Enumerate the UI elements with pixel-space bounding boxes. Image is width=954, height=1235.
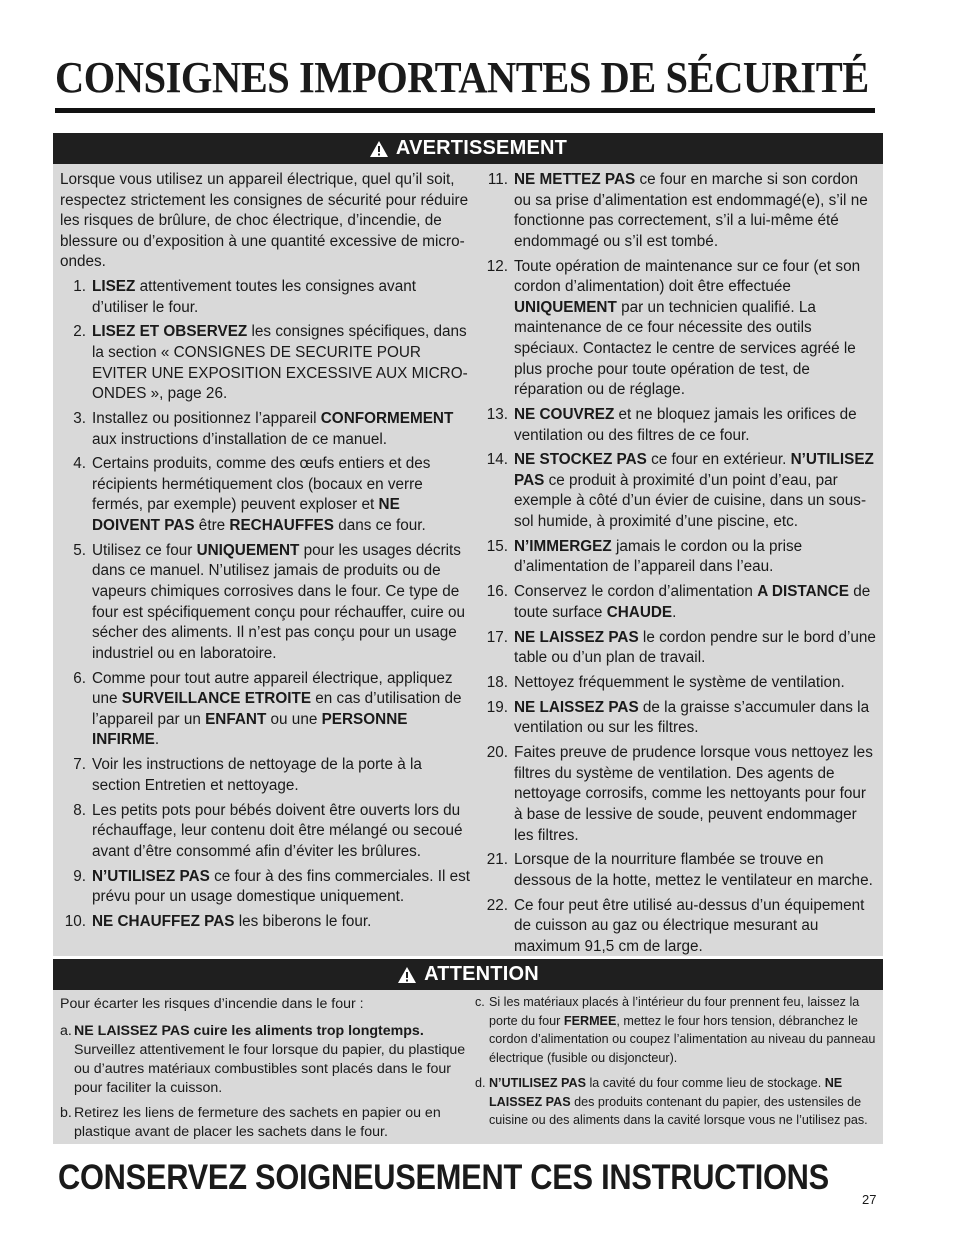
item-number: 3. (73, 409, 86, 427)
bold-text: NE CHAUFFEZ PAS (92, 912, 235, 930)
bold-text: N’UTILISEZ PAS (92, 867, 210, 885)
item-text (514, 450, 876, 532)
text-run: Toute opération de maintenance sur ce four (et son cordon d’alimentation) doit être effectuée (514, 257, 861, 296)
bold-text: CHAUDE (606, 603, 673, 621)
item-text (92, 755, 470, 796)
caution-heading: ATTENTION (424, 963, 539, 985)
bold-text: LISEZ (92, 277, 136, 295)
bold-text: FERMEE (563, 1013, 617, 1028)
text-run: attentivement toutes les consignes avant d’utiliser le four. (92, 277, 416, 316)
warning-item (60, 277, 470, 318)
bold-text: NE LAISSEZ PAS cuire les aliments trop longtemps. (74, 1023, 424, 1039)
bold-text: UNIQUEMENT (514, 298, 617, 316)
item-text (514, 673, 876, 694)
item-number: 16. (486, 583, 508, 601)
caution-column-left (60, 990, 469, 1148)
text-run: jamais le cordon ou la prise d’alimentation de l’appareil dans l’eau. (514, 537, 803, 576)
item-text (514, 170, 876, 252)
text-run: aux instructions d’installation de ce manuel. (92, 430, 388, 448)
title-rule (55, 108, 875, 113)
warning-item (482, 582, 876, 623)
bold-text: NE METTEZ PAS (514, 171, 636, 188)
footer-title: CONSERVEZ SOIGNEUSEMENT CES INSTRUCTIONS (58, 1158, 829, 1197)
text-run: les biberons le four. (234, 912, 372, 930)
item-text (92, 867, 470, 908)
warning-list-right (482, 170, 876, 957)
text-run: les consignes spécifiques, dans la section « CONSIGNES DE SECURITE POUR EVITER UNE EXPOSITION EXCESSIVE AUX MICRO-ONDES », page 26. (92, 323, 468, 403)
warning-item (482, 450, 876, 532)
warning-item (482, 628, 876, 669)
text-run: Si les matériaux placés à l’intérieur du four prennent feu, laissez la porte du four (488, 995, 860, 1028)
text-run: Comme pour tout autre appareil électrique, appliquez une (92, 669, 453, 708)
item-text (514, 628, 876, 669)
text-run: ce produit à proximité d’un point d’eau, par exemple à côté d’un évier de cuisine, dans un sous-sol humide, à proximité d’une piscine, etc. (514, 471, 867, 531)
item-number: 14. (486, 451, 508, 469)
text-run: Lorsque de la nourriture flambée se trouve en dessous de la hotte, mettez le ventilateur en marche. (514, 851, 873, 889)
item-number: 8. (73, 801, 86, 819)
item-text (92, 322, 470, 404)
warning-column-left (60, 164, 470, 962)
warning-item (482, 850, 876, 891)
text-run: ce four en marche si son cordon ou sa prise d’alimentation est endommagé(e), s’il ne fonctionne pas correctement, s’il a lui-même été endommagé ou s’il est tombé. (514, 171, 868, 250)
text-run: par un technicien qualifié. La maintenance de ce four nécessite des outils spéciaux. Contactez le centre de services agréé le plus proche pour toute opération de test, de réparation ou de réglage. (514, 298, 856, 399)
caution-panel (53, 959, 883, 1144)
text-run: Faites preuve de prudence lorsque vous nettoyez les filtres du système de ventilation. Des agents de nettoyage corrosifs, comme les nettoyants pour four à base de lessive de soude, peuvent endommager les filtres. (514, 744, 873, 844)
warning-intro: Lorsque vous utilisez un appareil électrique, quel qu’il soit, respectez strictement les consignes de sécurité pour réduire les risques de brûlure, de choc électrique, d’incendie, de blessure ou d’exposition à une quantité excessive de micro-ondes. (60, 171, 469, 271)
item-letter: b. (60, 1105, 72, 1121)
item-letter: d. (474, 1075, 486, 1090)
bold-text: RECHAUFFES (229, 517, 334, 535)
text-run: Installez ou positionnez l’appareil (92, 409, 321, 427)
item-letter: a. (60, 1023, 72, 1039)
item-number: 13. (486, 405, 508, 423)
caution-item (475, 1074, 876, 1130)
text-run: Surveillez attentivement le four lorsque du papier, du plastique ou d’autres matériaux combustibles sont placés dans le four pour faciliter la cuisson. (74, 1042, 466, 1096)
text-run: de toute surface (514, 583, 871, 621)
text-run: . (672, 603, 677, 621)
warning-heading-bar (53, 133, 883, 164)
text-run: Ce four peut être utilisé au-dessus d’un équipement de cuisson au gaz ou électrique mesurant au maximum 91,5 cm de large. (514, 896, 865, 955)
item-text (489, 1074, 876, 1130)
bold-text: NE DOIVENT PAS (92, 496, 400, 535)
text-run: des produits contenant du papier, des ustensiles de cuisine ou des aliments dans la cavité lorsque vous ne l’utilisez pas. (488, 1094, 868, 1128)
warning-item (482, 896, 876, 958)
warning-item (60, 669, 470, 751)
warning-list-left (60, 277, 470, 933)
text-run: être (194, 517, 230, 535)
warning-item (482, 673, 876, 694)
caution-item (60, 1022, 469, 1098)
warning-panel (53, 133, 883, 956)
bold-text: NE LAISSEZ PAS (514, 628, 639, 646)
item-text (514, 405, 876, 446)
warning-item (482, 537, 876, 578)
bold-text: ENFANT (205, 710, 267, 728)
item-number: 6. (73, 669, 86, 687)
item-text (92, 454, 470, 536)
item-letter: c. (474, 995, 485, 1009)
item-number: 21. (486, 851, 508, 869)
warning-column-right (470, 164, 876, 962)
warning-item (482, 405, 876, 446)
warning-item (482, 743, 876, 846)
item-number: 5. (73, 541, 86, 559)
warning-heading: AVERTISSEMENT (395, 137, 568, 159)
item-text (514, 537, 876, 578)
item-number: 9. (73, 867, 86, 885)
item-text (92, 801, 470, 863)
warning-triangle-icon (369, 140, 389, 158)
text-run: ce four à des fins commerciales. Il est prévu pour un usage domestique uniquement. (92, 867, 471, 906)
item-text (514, 582, 876, 623)
warning-item (482, 257, 876, 401)
item-number: 12. (486, 257, 508, 275)
text-run: dans ce four. (333, 517, 426, 535)
bold-text: NE LAISSEZ PAS (514, 698, 639, 716)
bold-text: N’UTILISEZ PAS (488, 1075, 586, 1090)
item-text (92, 912, 470, 933)
item-text (74, 1104, 469, 1142)
item-text (514, 743, 876, 846)
item-number: 2. (73, 323, 86, 341)
warning-item (482, 170, 876, 252)
warning-item (60, 801, 470, 863)
text-run: , mettez le four hors tension, débranchez le cordon d’alimentation ou coupez l’alimentation au niveau du panneau électrique (fusible ou disjoncteur). (488, 1013, 876, 1066)
caution-list-left (60, 1022, 469, 1142)
warning-item (60, 541, 470, 665)
caution-item (475, 993, 876, 1068)
item-number: 17. (486, 628, 508, 646)
bold-text: NE COUVREZ (514, 405, 615, 423)
bold-text: N’IMMERGEZ (514, 537, 612, 555)
bold-text: PERSONNE INFIRME (92, 710, 408, 749)
item-number: 20. (486, 744, 508, 762)
warning-triangle-icon (397, 966, 417, 984)
warning-item (60, 755, 470, 796)
text-run: Les petits pots pour bébés doivent être ouverts lors du réchauffage, leur contenu doit être mélangé ou secoué avant d’être consommé afin d’éviter les brûlures. (92, 801, 463, 860)
caution-list-right (475, 993, 876, 1130)
caution-heading-bar (53, 959, 883, 990)
item-text (74, 1022, 469, 1098)
text-run: . (154, 731, 160, 749)
bold-text: N’UTILISEZ PAS (514, 451, 874, 489)
item-text (514, 698, 876, 739)
text-run: la cavité du four comme lieu de stockage. (585, 1075, 825, 1090)
bold-text: SURVEILLANCE ETROITE (121, 690, 312, 708)
text-run: ou une (266, 710, 322, 728)
text-run: en cas d’utilisation de l’appareil par un (92, 690, 462, 728)
caution-column-right (469, 990, 876, 1148)
item-text (92, 541, 470, 665)
text-run: Nettoyez fréquemment le système de ventilation. (514, 673, 845, 691)
bold-text: CONFORMEMENT (320, 409, 454, 427)
caution-item (60, 1104, 469, 1142)
item-number: 15. (486, 537, 508, 555)
item-number: 4. (73, 455, 86, 473)
bold-text: NE LAISSEZ PAS (488, 1075, 843, 1109)
text-run: Voir les instructions de nettoyage de la porte à la section Entretien et nettoyage. (92, 756, 422, 794)
item-number: 10. (64, 912, 86, 930)
item-number: 22. (486, 896, 508, 914)
item-text (489, 993, 876, 1068)
warning-item (60, 912, 470, 933)
item-text (514, 850, 876, 891)
item-text (514, 257, 876, 401)
warning-item (60, 867, 470, 908)
page-number: 27 (862, 1192, 877, 1207)
text-run: Utilisez ce four (92, 541, 197, 559)
text-run: pour les usages décrits dans ce manuel. N’utilisez jamais de produits ou de vapeurs chimiques corrosives dans le four. Ce type de four est spécifiquement conçu pour réchauffer, cuire ou sécher des aliments. Il n’est pas conçu pour un usage industriel ou en laboratoire. (92, 541, 466, 662)
item-text (92, 409, 470, 450)
caution-intro: Pour écarter les risques d’incendie dans le four : (60, 996, 364, 1012)
text-run: et ne bloquez jamais les orifices de ventilation ou des filtres de ce four. (514, 405, 857, 444)
item-number: 11. (487, 171, 508, 188)
text-run: Conservez le cordon d’alimentation (514, 583, 758, 601)
warning-item (482, 698, 876, 739)
item-number: 1. (73, 277, 86, 295)
bold-text: UNIQUEMENT (196, 541, 300, 559)
bold-text: A DISTANCE (757, 583, 849, 601)
item-text (514, 896, 876, 958)
bold-text: LISEZ ET OBSERVEZ (92, 323, 248, 341)
text-run: Retirez les liens de fermeture des sachets en papier ou en plastique avant de placer les sachets dans le four. (74, 1105, 441, 1140)
bold-text: NE STOCKEZ PAS (514, 451, 647, 469)
page-title: CONSIGNES IMPORTANTES DE SÉCURITÉ (55, 53, 869, 102)
item-text (92, 669, 470, 751)
warning-item (60, 409, 470, 450)
warning-item (60, 454, 470, 536)
warning-item (60, 322, 470, 404)
item-number: 18. (486, 673, 508, 691)
text-run: le cordon pendre sur le bord d’une table ou d’un plan de travail. (514, 628, 876, 667)
item-text (92, 277, 470, 318)
item-number: 7. (73, 756, 86, 774)
item-number: 19. (486, 698, 508, 716)
text-run: de la graisse s’accumuler dans la ventilation ou sur les filtres. (514, 698, 870, 737)
text-run: ce four en extérieur. (646, 451, 791, 469)
text-run: Certains produits, comme des œufs entiers et des récipients hermétiquement clos (bocaux en verre fermés, par exemple) peuvent exploser et (92, 455, 431, 514)
